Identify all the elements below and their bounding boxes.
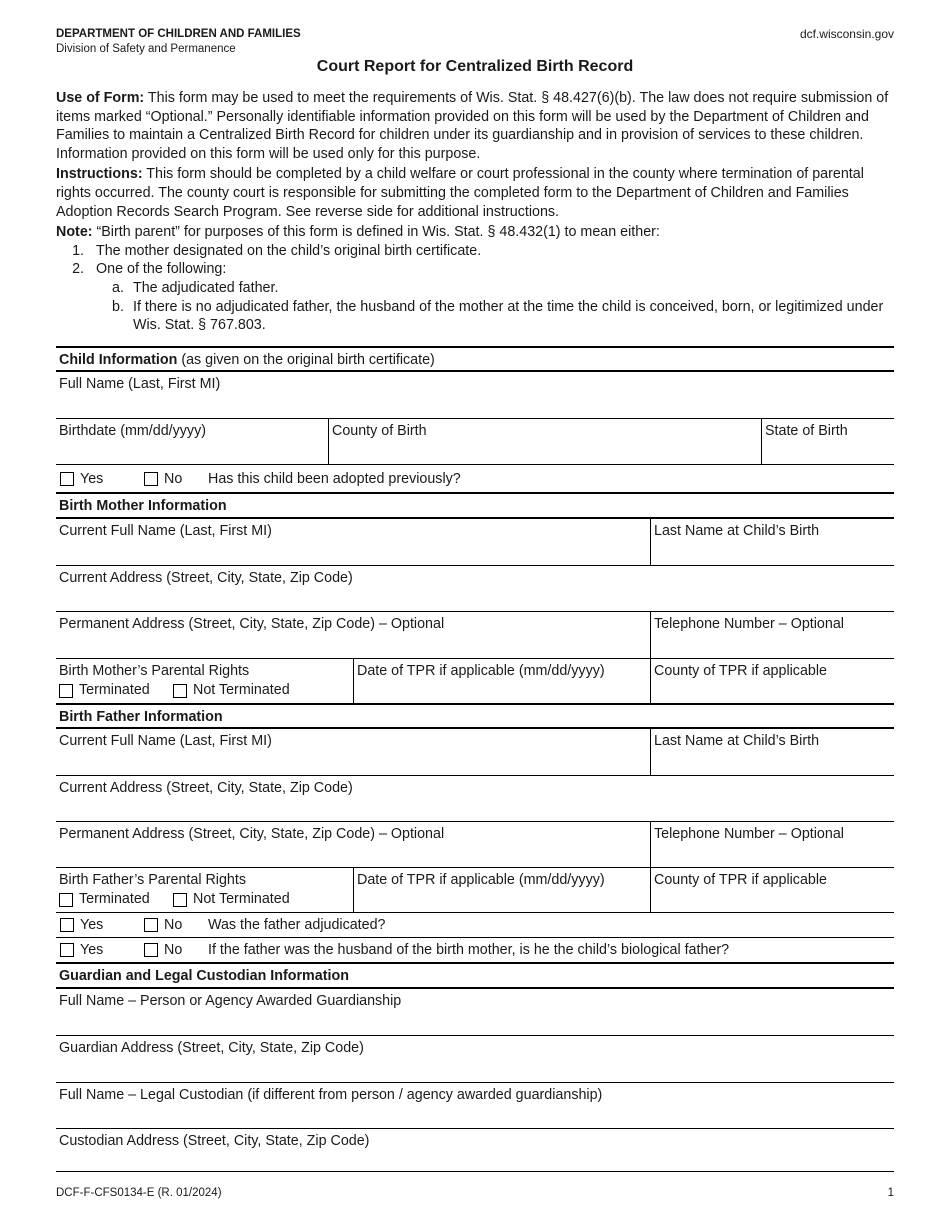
mother-not-terminated-checkbox[interactable]: [173, 684, 187, 698]
adopted-question: Has this child been adopted previously?: [208, 470, 461, 487]
adjudicated-question: Was the father adjudicated?: [208, 917, 386, 933]
list-item: a. The adjudicated father.: [112, 280, 279, 297]
instructions-paragraph: [56, 165, 894, 221]
father-current-name-field[interactable]: Current Full Name (Last, First MI): [59, 733, 272, 749]
mother-phone-field[interactable]: Telephone Number – Optional: [650, 612, 894, 658]
page-footer: [56, 1171, 894, 1199]
adjudicated-no-checkbox[interactable]: [144, 918, 158, 932]
biological-no-checkbox[interactable]: [144, 943, 158, 957]
custodian-address-field[interactable]: Custodian Address (Street, City, State, Zip Code): [59, 1133, 370, 1149]
note-paragraph: [56, 223, 894, 242]
father-tpr-date-field[interactable]: Date of TPR if applicable (mm/dd/yyyy): [353, 868, 650, 912]
father-last-name-birth-field[interactable]: Last Name at Child’s Birth: [650, 729, 894, 775]
adjudicated-question-row: Yes No Was the father adjudicated?: [56, 913, 894, 938]
father-rights-field: Birth Father’s Parental Rights Terminated Not Terminated: [59, 872, 290, 907]
adopted-question-row: Yes No Has this child been adopted previously?: [56, 465, 894, 494]
biological-question-row: Yes No If the father was the husband of the birth mother, is he the child’s biological father?: [56, 938, 894, 964]
child-section-header: Child Information (as given on the original birth certificate): [56, 348, 894, 372]
mother-current-name-field[interactable]: Current Full Name (Last, First MI): [59, 523, 272, 539]
list-item: 2. One of the following:: [72, 261, 227, 278]
mother-rights-field: Birth Mother’s Parental Rights Terminated Not Terminated: [59, 663, 290, 698]
biological-yes-checkbox[interactable]: [60, 943, 74, 957]
report-form: [56, 346, 894, 1175]
father-section-header: Birth Father Information: [56, 705, 894, 729]
list-item: 1. The mother designated on the child’s original birth certificate.: [72, 242, 482, 259]
father-perm-address-field[interactable]: Permanent Address (Street, City, State, Zip Code) – Optional: [59, 826, 445, 842]
guardian-section-header: Guardian and Legal Custodian Information: [56, 964, 894, 989]
child-full-name-field[interactable]: Full Name (Last, First MI): [56, 372, 894, 419]
father-not-terminated-checkbox[interactable]: [173, 893, 187, 907]
custodian-name-field[interactable]: Full Name – Legal Custodian (if different from person / agency awarded guardianship): [56, 1083, 894, 1129]
father-terminated-checkbox[interactable]: [59, 893, 73, 907]
use-of-form-paragraph: [56, 89, 894, 164]
instructions-text: This form should be completed by a child welfare or court professional in the county where termination of parental rights occurred. The county court is responsible for submitting the completed form to the Department of Children and Families Adoption Records Search Program. See reverse side for additional instructions.: [56, 166, 864, 220]
department-name: DEPARTMENT OF CHILDREN AND FAMILIES: [56, 28, 301, 40]
child-birthdate-field[interactable]: Birthdate (mm/dd/yyyy): [59, 423, 206, 439]
page-number: 1: [887, 1187, 894, 1199]
adopted-yes-checkbox[interactable]: [60, 472, 74, 486]
biological-question: If the father was the husband of the birth mother, is he the child’s biological father?: [208, 942, 730, 958]
child-state-field[interactable]: State of Birth: [761, 419, 894, 464]
adopted-no-checkbox[interactable]: [144, 472, 158, 486]
mother-tpr-date-field[interactable]: Date of TPR if applicable (mm/dd/yyyy): [353, 659, 650, 703]
instructions-label: Instructions:: [56, 166, 143, 183]
form-code: DCF-F-CFS0134-E (R. 01/2024): [56, 1187, 222, 1199]
use-of-form-label: Use of Form:: [56, 90, 145, 106]
guardian-name-field[interactable]: Full Name – Person or Agency Awarded Guardianship: [56, 989, 894, 1036]
division-name: Division of Safety and Permanence: [56, 43, 236, 55]
mother-current-address-field[interactable]: Current Address (Street, City, State, Zip Code): [56, 566, 894, 612]
list-item: b. If there is no adjudicated father, the husband of the mother at the time the child is conceived, born, or legitimized under Wis. Stat. § 767.803.: [112, 298, 884, 334]
father-phone-field[interactable]: Telephone Number – Optional: [650, 822, 894, 867]
use-of-form-text: This form may be used to meet the requirements of Wis. Stat. § 48.427(6)(b). The law does not require submission of items marked “Optional.” Personally identifiable information provided on this form will be used by the Department of Children and Families to maintain a Centralized Birth Record for children under its guardianship and in provision of services to these children. Information provided on this form will be used only for this purpose.: [56, 90, 889, 163]
page-title: Court Report for Centralized Birth Record: [316, 58, 634, 75]
website: dcf.wisconsin.gov: [799, 27, 894, 41]
mother-perm-address-field[interactable]: Permanent Address (Street, City, State, Zip Code) – Optional: [59, 616, 445, 632]
mother-terminated-checkbox[interactable]: [59, 684, 73, 698]
father-current-address-field[interactable]: Current Address (Street, City, State, Zip Code): [56, 776, 894, 822]
mother-tpr-county-field[interactable]: County of TPR if applicable: [650, 659, 894, 703]
header-agency: [56, 27, 301, 57]
mother-section-header: Birth Mother Information: [56, 494, 894, 519]
guardian-address-field[interactable]: Guardian Address (Street, City, State, Zip Code): [56, 1036, 894, 1083]
note-list: [56, 242, 894, 336]
child-county-field[interactable]: County of Birth: [328, 419, 761, 464]
adjudicated-yes-checkbox[interactable]: [60, 918, 74, 932]
intro-text: [56, 89, 894, 335]
mother-last-name-birth-field[interactable]: Last Name at Child’s Birth: [650, 519, 894, 565]
note-label: Note:: [56, 223, 93, 240]
note-text: “Birth parent” for purposes of this form is defined in Wis. Stat. § 48.432(1) to mean either:: [92, 223, 660, 240]
father-tpr-county-field[interactable]: County of TPR if applicable: [650, 868, 894, 912]
